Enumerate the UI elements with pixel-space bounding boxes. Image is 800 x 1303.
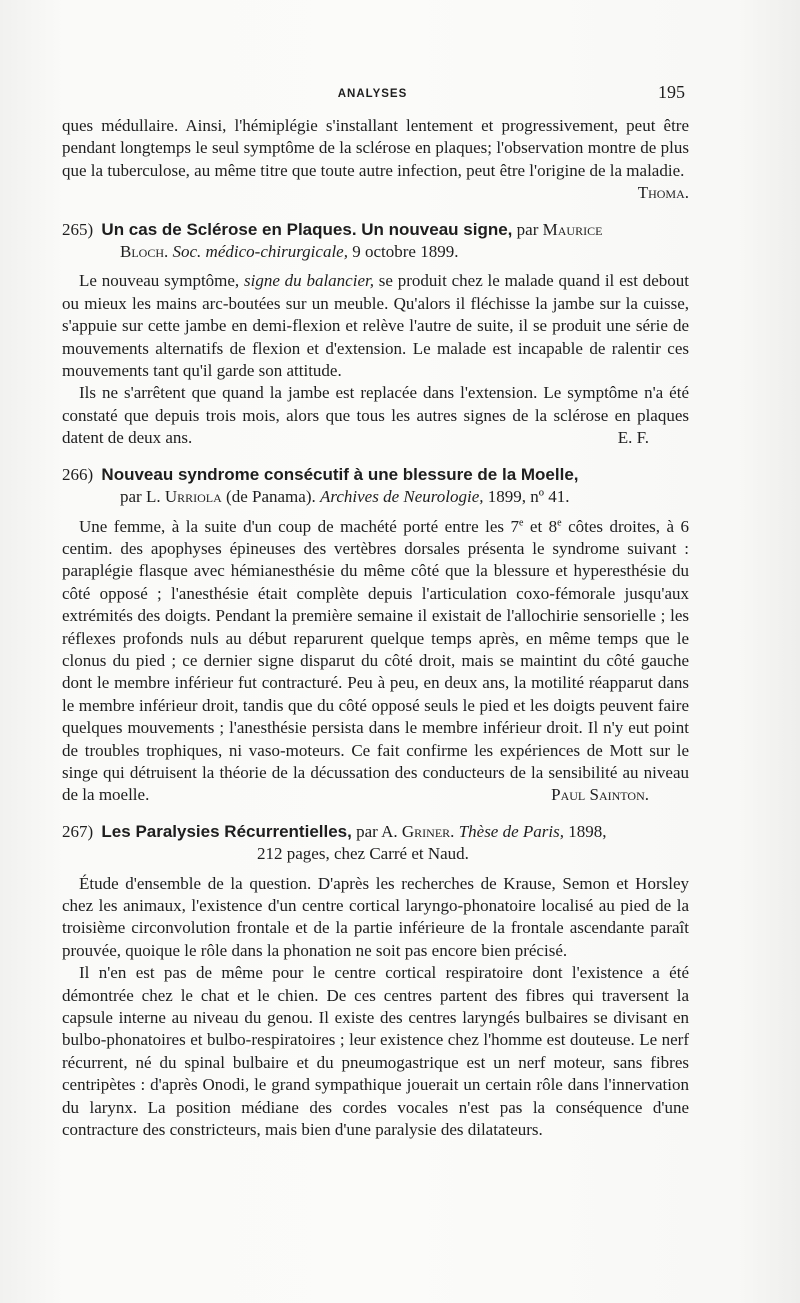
article-265-title: Un cas de Sclérose en Plaques. Un nouveau signe, [101,219,513,239]
article-267-by: par A. [356,821,398,841]
article-265-number: 265) [62,219,94,239]
article-267-heading [62,821,689,866]
article-266-title: Nouveau syndrome consécutif à une blessure de la Moelle, [101,464,579,484]
running-head [60,82,685,106]
article-266-ref: 1899, nº 41. [487,487,570,507]
article-265-by: par [516,219,539,239]
article-265-date: 9 octobre 1899. [352,242,459,262]
body-text [62,115,689,1141]
article-265-paragraph-2 [62,382,689,449]
article-266-sup-1: e [518,516,524,528]
article-267-number: 267) [62,821,94,841]
article-266-p1-b: et 8 [529,516,558,536]
article-265-heading [62,219,689,264]
article-265-author-first: Maurice [542,219,603,239]
page-number: 195 [658,82,685,102]
article-266-signature: Paul Sainton. [551,785,649,805]
article-267-author: Griner. [401,821,455,841]
article-267-paragraph-1 [62,873,689,963]
intro-signature: Thoma. [637,183,689,203]
article-266-by: par L. [120,487,161,507]
article-267-p2: Il n'en est pas de même pour le centre cortical respiratoire dont l'existence a été démontrée chez le chat et le chien. De ces centres partent des fibres qui traversent la capsule interne au niveau du genou. Il existe des centres laryngés bulbaires se divisant en bulbo-phonatoires et bulbo-respiratoires ; leur existence chez l'homme est douteuse. Le nerf récurrent, né du spinal bulbaire et du pneumogastrique est un nerf moteur, sans fibres centripètes : d'après Onodi, le grand sympathique jouerait un certain rôle dans l'innervation du larynx. La position médiane des cordes vocales n'est pas la conséquence d'une contracture des constricteurs, mais bien d'une paralysie des dilatateurs. [62,963,689,1140]
article-265-paragraph-1 [62,270,689,382]
article-266-p1-a: Une femme, à la suite d'un coup de machété porté entre les 7 [79,516,519,536]
article-266-author: Urriola [164,487,222,507]
article-265-p1-start: Le nouveau symptôme, [79,271,240,291]
article-267-paragraph-2 [62,962,689,1141]
article-266-source: Archives de Neurologie, [319,487,484,507]
article-265-signature: E. F. [617,428,649,448]
article-266-number: 266) [62,464,94,484]
article-267-p1: Étude d'ensemble de la question. D'après les recherches de Krause, Semon et Horsley chez les animaux, l'existence d'un centre cortical laryngo-phonatoire localisé au pied de la troisième circonvolution frontale et de la partie inférieure de la frontale ascendante paraît prouvée, quoique le rôle dans la phonation ne soit pas encore bien précisé. [62,873,689,960]
intro-text: ques médullaire. Ainsi, l'hémiplégie s'installant lentement et progressivement, peut être pendant longtemps le seul symptôme de la sclérose en plaques; l'observation montre de plus que la tuberculose, au même titre que toute autre infection, peut être l'origine de la maladie. [62,116,689,180]
article-267-title: Les Paralysies Récurrentielles, [101,821,352,841]
article-265-source: Soc. médico-chirurgicale, [172,242,348,262]
intro-paragraph [62,115,689,205]
article-267-publisher: 212 pages, chez Carré et Naud. [257,844,469,864]
article-267-source: Thèse de Paris, [458,821,564,841]
article-265-p1-term: signe du balancier, [243,271,374,291]
article-266-paragraph-1 [62,516,689,807]
article-266-sup-2: e [557,516,562,528]
article-266-origin: (de Panama). [226,487,316,507]
article-265-p2: Ils ne s'arrêtent que quand la jambe est replacée dans l'extension. Le symptôme n'a été constaté que depuis trois mois, alors que tous les autres signes de la sclérose en plaques datent de deux ans. [62,383,689,448]
article-266-heading [62,464,689,509]
article-265-p1-rest: se produit chez le malade quand il est debout ou mieux les mains arc-boutées sur un meuble. Qu'alors il fléchisse la jambe sur la cuisse, s'appuie sur cette jambe en demi-flexion et relève l'autre de suite, il se produit une série de mouvements alternatifs de flexion et d'extension. Le malade est incapable de ralentir ces mouvements tant qu'il garde son attitude. [62,271,690,381]
running-head-title: ANALYSES [337,88,408,100]
article-265-author-last: Bloch. [120,242,169,262]
article-266-p1-c: côtes droites, à 6 centim. des apophyses épineuses des vertèbres dorsales présenta le syndrome suivant : paraplégie flasque avec hémianesthésie du même côté que la blessure et hyperesthésie du côté opposé ; l'anesthésie était complète depuis l'articulation coxo-fémorale jusqu'aux extrémités des doigts. Pendant la première semaine il existait de l'allochirie sensorielle ; les réflexes profonds nuls au début reparurent quelque temps après, en même temps que le clonus du pied ; ce dernier signe disparut du côté droit, mais se maintint du côté gauche dont le membre inférieur fut contracturé. Peu à peu, en deux ans, la motilité réapparut dans le membre inférieur droit, tandis que du côté opposé seuls le pied et les doigts peuvent faire quelques mouvements ; l'anesthésie persista dans le membre inférieur droit. Il n'y eut point de troubles trophiques, ni vaso-moteurs. Ce fait confirme les expériences de Mott sur le singe qui détruisent la théorie de la décussation des conducteurs de la sensibilité au niveau de la moelle. [62,516,690,805]
article-267-year: 1898, [568,821,607,841]
